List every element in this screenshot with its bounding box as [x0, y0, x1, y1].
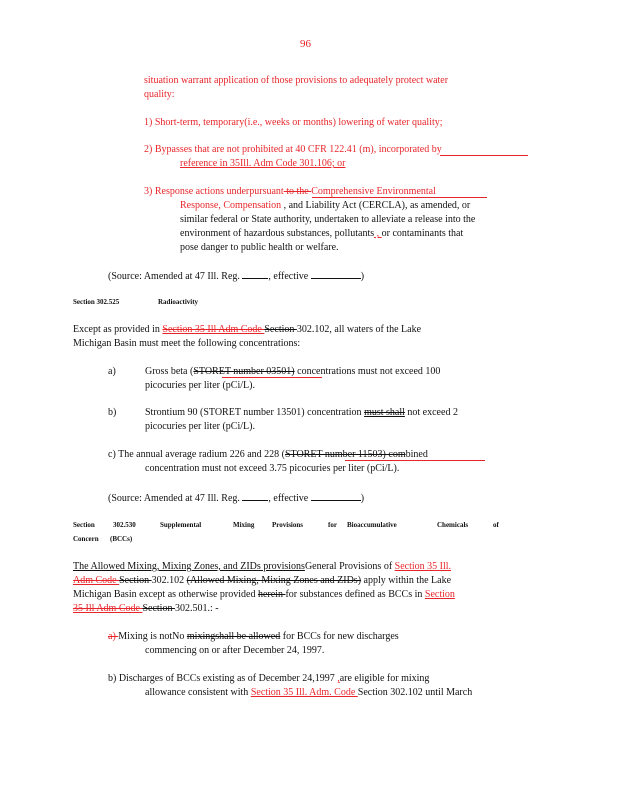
item-a-cont: picocuries per liter (pCi/L).	[145, 380, 255, 391]
struck-text: to the	[283, 186, 312, 197]
text: General Provisions of	[304, 561, 395, 572]
underline	[312, 197, 487, 198]
section-heading-word: Bioaccumulative	[347, 521, 397, 529]
text: The Allowed Mixing, Mixing Zones, and ZIDs provisions	[73, 561, 305, 572]
para-line	[73, 561, 451, 573]
text: Mixing is notNo	[118, 631, 187, 642]
text: not exceed 2	[404, 407, 458, 418]
struck-text: mixingshall be allowed	[186, 631, 281, 642]
text: Strontium 90 (STORET number 13501) concentration	[145, 407, 362, 418]
item-a-cont: commencing on or after December 24, 1997.	[145, 645, 325, 656]
struck-text: herein	[257, 589, 286, 600]
section-title: Radioactivity	[158, 298, 199, 306]
item-a	[108, 631, 399, 643]
list-item-3-cont	[180, 228, 463, 240]
page-number: 96	[300, 38, 311, 50]
text: 35 Ill Adm Code	[73, 603, 143, 614]
text: Section	[424, 589, 455, 600]
item-label: b)	[108, 407, 117, 418]
text: Michigan Basin except as otherwise provided	[73, 589, 258, 600]
section-heading-word: Chemicals	[437, 521, 469, 529]
item-label: a)	[108, 366, 116, 377]
text: Gross beta (	[145, 366, 194, 377]
section-heading-word: (BCCs)	[110, 535, 133, 543]
text: Section 35 Ill Adm Code	[162, 324, 265, 335]
text: , and Liability Act (CERCLA), as amended, or	[281, 200, 471, 211]
section-heading-word: Concern	[73, 535, 99, 543]
para-line	[73, 603, 219, 615]
text: concentrations must not exceed 100	[294, 366, 441, 377]
text: Comprehensive Environmental	[311, 186, 436, 197]
text: c) The annual average radium 226 and 228 (	[108, 449, 285, 460]
item-c-cont: concentration must not exceed 3.75 picocuries per liter (pCi/L).	[145, 463, 400, 474]
list-item-2-cont: reference in 35Ill. Adm Code 301.106; or	[180, 158, 346, 169]
text: allowance consistent with	[145, 687, 251, 698]
para-line	[73, 575, 451, 587]
text: or contaminants that	[381, 228, 464, 239]
section-heading-word: of	[493, 521, 499, 529]
text: for BCCs for new discharges	[280, 631, 399, 642]
blank-line	[311, 269, 361, 279]
text: Section 302.102 until March	[357, 687, 473, 698]
section-heading-word: Provisions	[272, 521, 303, 529]
text: 302.102, all waters of the Lake	[296, 324, 422, 335]
section-heading-word: Mixing	[233, 521, 255, 529]
text: apply within the Lake	[361, 575, 452, 586]
text: must shall	[364, 407, 405, 418]
source-note: (Source: Amended at 47 Ill. Reg. , effective )	[108, 493, 365, 504]
section-heading-word: 302.530	[113, 521, 136, 529]
underline	[345, 460, 485, 461]
text: are eligible for mixing	[339, 673, 430, 684]
source-note: (Source: Amended at 47 Ill. Reg. , effective )	[108, 271, 365, 282]
text: ,	[337, 673, 340, 684]
blank-line	[311, 491, 361, 501]
section-number: Section 302.525	[73, 298, 120, 306]
text: bined	[405, 449, 428, 460]
section-heading-word: Supplemental	[160, 521, 202, 529]
list-item-1: 1) Short-term, temporary(i.e., weeks or months) lowering of water quality;	[144, 117, 443, 128]
text: 302.102	[151, 575, 187, 586]
text: ,	[374, 228, 382, 239]
struck-text: a)	[108, 631, 119, 642]
list-item-2: 2) Bypasses that are not prohibited at 40 CFR 122.41 (m), incorporated by	[144, 144, 442, 155]
text: Adm Code	[73, 575, 120, 586]
section-heading-word: for	[328, 521, 337, 529]
text: (Source: Amended at 47 Ill. Reg.	[108, 493, 240, 504]
text: Response, Compensation	[180, 200, 282, 211]
text: (Source: Amended at 47 Ill. Reg.	[108, 271, 240, 282]
text: Section 35 Ill. Adm. Code	[250, 687, 358, 698]
struck-text: STORET number 03501)	[193, 366, 295, 377]
text: , effective	[268, 271, 309, 282]
para-line	[73, 589, 455, 601]
para-line: quality:	[144, 89, 175, 100]
blank-line	[242, 269, 268, 279]
text: Except as provided in	[73, 324, 163, 335]
struck-text: STORET number 11503) com	[284, 449, 406, 460]
text: b) Discharges of BCCs existing as of December 24,1997	[108, 673, 338, 684]
blank-line	[242, 491, 268, 501]
text: , effective	[268, 493, 309, 504]
text: Section 35 Ill.	[394, 561, 452, 572]
list-item-3-cont	[180, 200, 470, 212]
para-line: situation warrant application of those provisions to adequately protect water	[144, 75, 449, 86]
item-b	[145, 407, 458, 419]
underline	[222, 377, 322, 378]
list-item-3-cont: similar federal or State authority, undertaken to alleviate a release into the	[180, 214, 476, 225]
para-line: Michigan Basin must meet the following concentrations:	[73, 338, 301, 349]
text: environment of hazardous substances, pollutants	[180, 228, 375, 239]
para-line	[73, 324, 421, 336]
struck-text: Section	[264, 324, 297, 335]
struck-text: Section	[142, 603, 175, 614]
list-item-3-cont: pose danger to public health or welfare.	[180, 242, 339, 253]
underline	[440, 155, 528, 156]
struck-text: Section	[119, 575, 152, 586]
text: 302.501.: -	[174, 603, 219, 614]
struck-text: (Allowed Mixing, Mixing Zones and ZIDs)	[186, 575, 362, 586]
item-b	[108, 673, 429, 685]
item-b-cont: picocuries per liter (pCi/L).	[145, 421, 255, 432]
section-heading-word: Section	[73, 521, 95, 529]
text: 3) Response actions underpursuant	[144, 186, 284, 197]
text: for substances defined as BCCs in	[285, 589, 425, 600]
item-b-cont	[145, 687, 472, 699]
